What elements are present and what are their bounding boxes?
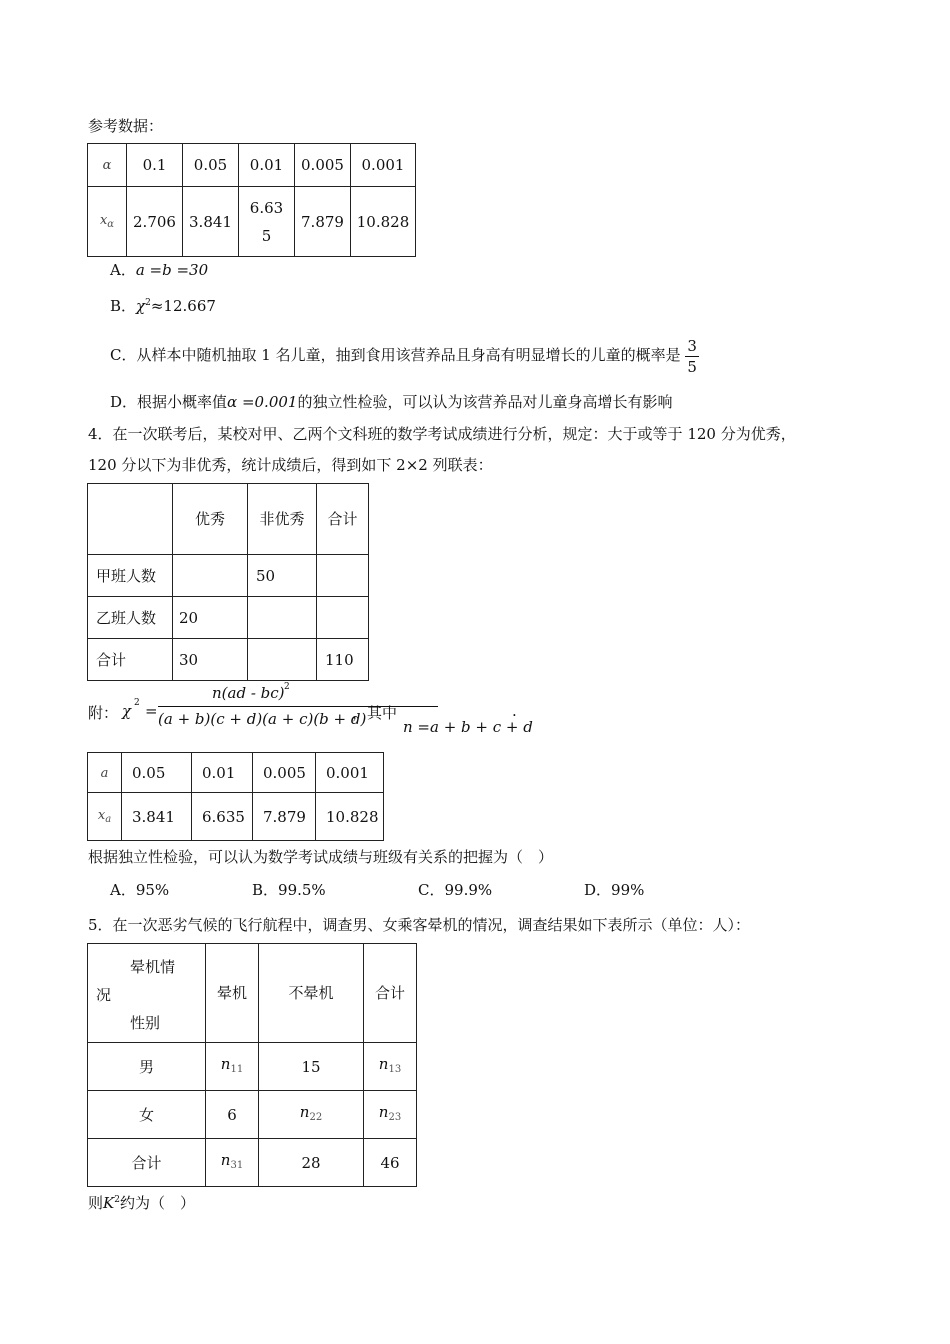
table-header: 非优秀 (248, 484, 317, 555)
table-cell (317, 555, 369, 597)
table-cell: 3.841 (122, 793, 192, 841)
table-cell: 110 (317, 639, 369, 681)
table-header: 优秀 (173, 484, 248, 555)
table-cell: 15 (259, 1043, 364, 1091)
table-cell: 2.706 (127, 187, 183, 257)
table-cell: 10.828 (316, 793, 384, 841)
fraction-three-fifths: $\frac{3}{5}$ (687, 336, 697, 376)
row-label: 合计 (88, 1139, 206, 1187)
table-cell: 0.05 (122, 753, 192, 793)
table-cell: 0.01 (192, 753, 253, 793)
question-5-line-1: 5．在一次恶劣气候的飞行航程中，调查男、女乘客晕机的情况，调查结果如下表所示（单位：人）： (88, 916, 751, 934)
table-cell: 0.005 (253, 753, 316, 793)
table-cell: $n_{23}$ (364, 1091, 417, 1139)
question-4-line-2: 120 分以下为非优秀，统计成绩后，得到如下 2×2 列联表： (88, 456, 493, 474)
row-label: 乙班人数 (88, 597, 173, 639)
option-a: A．a =b =30 (110, 261, 209, 279)
critical-value-table-1 (87, 143, 416, 257)
table-cell (248, 639, 317, 681)
row-label: 甲班人数 (88, 555, 173, 597)
table-cell: 3.841 (183, 187, 239, 257)
option-c: C．从样本中随机抽取 1 名儿童，抽到食用该营养品且身高有明显增长的儿童的概率是 $\frac{3}{5}$ (110, 336, 697, 376)
airsickness-table-q5 (87, 943, 417, 1187)
alpha-header: α (88, 144, 127, 187)
x-alpha-header: $x_\alpha$ (88, 187, 127, 257)
table-cell: 0.005 (295, 144, 351, 187)
table-cell: $n_{11}$ (206, 1043, 259, 1091)
table-cell: $n_{13}$ (364, 1043, 417, 1091)
table-cell (173, 555, 248, 597)
contingency-table-q4 (87, 483, 369, 681)
option-d: D．根据小概率值α =0.001的独立性检验，可以认为该营养品对儿童身高增长有影响 (110, 393, 673, 411)
q4-option-c: C．99.9% (418, 881, 493, 899)
table-cell: 6.635 (192, 793, 253, 841)
table-cell: 10.828 (351, 187, 416, 257)
critical-value-table-2 (87, 752, 384, 841)
table-cell: 0.05 (183, 144, 239, 187)
question-5-prompt: 则$K^2$约为（ ） (88, 1194, 195, 1212)
table-cell: 6.635 (239, 187, 295, 257)
table-cell: 0.1 (127, 144, 183, 187)
table-cell: 50 (248, 555, 317, 597)
table-cell: 6 (206, 1091, 259, 1139)
table-cell: 0.001 (316, 753, 384, 793)
table-cell: 28 (259, 1139, 364, 1187)
row-label: 合计 (88, 639, 173, 681)
table-cell: 20 (173, 597, 248, 639)
table-header: 合计 (317, 484, 369, 555)
table-cell: 7.879 (253, 793, 316, 841)
question-4-line-1: 4．在一次联考后，某校对甲、乙两个文科班的数学考试成绩进行分析，规定：大于或等于 120 分为优秀， (88, 425, 796, 443)
alpha-header: a (88, 753, 122, 793)
table-header: 不晕机 (259, 944, 364, 1043)
table-cell: 0.01 (239, 144, 295, 187)
q4-option-d: D．99% (584, 881, 645, 899)
q4-option-b: B．99.5% (252, 881, 326, 899)
table-cell: 30 (173, 639, 248, 681)
table-cell (317, 597, 369, 639)
table-cell: $n_{22}$ (259, 1091, 364, 1139)
option-b: B．$\chi^2\approx 12.667$ (110, 297, 216, 315)
row-label: 女 (88, 1091, 206, 1139)
table-cell: 46 (364, 1139, 417, 1187)
table-cell: $n_{31}$ (206, 1139, 259, 1187)
q4-option-a: A．95% (110, 881, 170, 899)
row-label: 男 (88, 1043, 206, 1091)
table-cell: 7.879 (295, 187, 351, 257)
x-alpha-header: $x_a$ (88, 793, 122, 841)
reference-data-label: 参考数据： (88, 117, 164, 135)
table-cell: 0.001 (351, 144, 416, 187)
table-header: 合计 (364, 944, 417, 1043)
table-cell (88, 484, 173, 555)
question-4-prompt: 根据独立性检验，可以认为数学考试成绩与班级有关系的把握为（ ） (88, 848, 554, 866)
corner-header: 晕机情 况 性别 (88, 944, 206, 1043)
table-cell (248, 597, 317, 639)
table-header: 晕机 (206, 944, 259, 1043)
